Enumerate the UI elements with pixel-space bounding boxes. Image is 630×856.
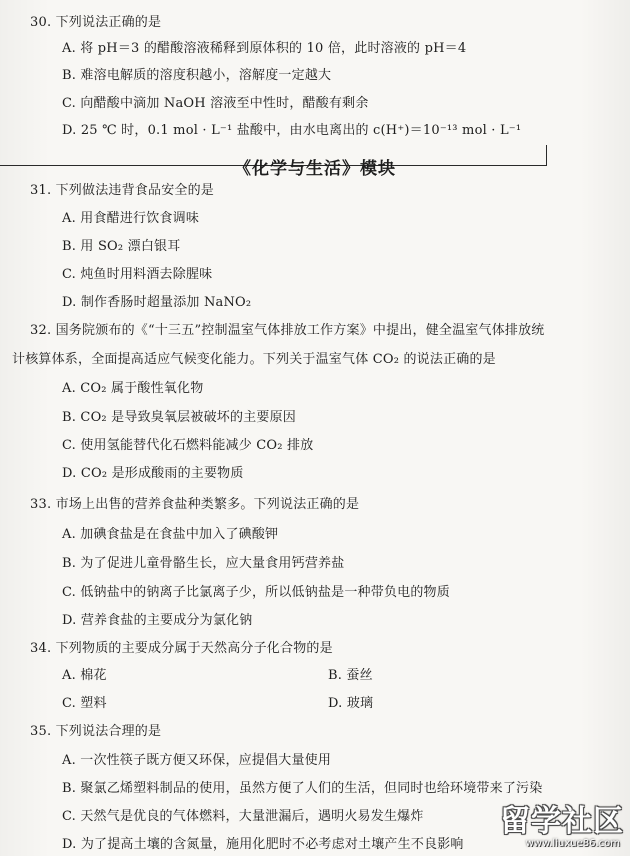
question-32-option-d: D. CO₂ 是形成酸雨的主要物质	[62, 466, 244, 481]
question-32-option-a: A. CO₂ 属于酸性氧化物	[62, 381, 204, 396]
question-34-option-d: D. 玻璃	[328, 696, 374, 711]
question-30-option-c: C. 向醋酸中滴加 NaOH 溶液至中性时，醋酸有剩余	[62, 96, 369, 111]
question-31-stem: 31. 下列做法违背食品安全的是	[30, 183, 215, 198]
question-34-option-c: C. 塑料	[62, 696, 107, 711]
question-30-option-d: D. 25 ℃ 时，0.1 mol · L⁻¹ 盐酸中，由水电离出的 c(H⁺)＝10⁻¹³ mol · L⁻¹	[62, 123, 522, 138]
question-35-option-c: C. 天然气是优良的气体燃料，大量泄漏后，遇明火易发生爆炸	[62, 809, 424, 824]
watermark-logo-text: 留学社区	[500, 804, 624, 839]
question-33-option-d: D. 营养食盐的主要成分为氯化钠	[62, 613, 253, 628]
question-33-stem: 33. 市场上出售的营养食盐种类繁多。下列说法正确的是	[30, 497, 360, 512]
question-34-option-b: B. 蚕丝	[328, 668, 373, 683]
question-34-option-a: A. 棉花	[62, 668, 107, 683]
module-title: 《化学与生活》模块	[234, 159, 396, 179]
question-35-option-d: D. 为了提高土壤的含氮量，施用化肥时不必考虑对土壤产生不良影响	[62, 837, 464, 852]
question-33-option-a: A. 加碘食盐是在食盐中加入了碘酸钾	[62, 527, 279, 542]
question-32-stem-line-1: 32. 国务院颁布的《“十三五”控制温室气体排放工作方案》中提出，健全温室气体排放统	[30, 323, 545, 338]
question-30-option-a: A. 将 pH＝3 的醋酸溶液稀释到原体积的 10 倍，此时溶液的 pH＝4	[62, 41, 467, 56]
question-31-option-c: C. 炖鱼时用料酒去除腥味	[62, 267, 213, 282]
question-31-option-b: B. 用 SO₂ 漂白银耳	[62, 239, 181, 254]
question-30-stem: 30. 下列说法正确的是	[30, 15, 162, 30]
question-33-option-c: C. 低钠盐中的钠离子比氯离子少，所以低钠盐是一种带负电的物质	[62, 585, 450, 600]
question-32-option-b: B. CO₂ 是导致臭氧层被破坏的主要原因	[62, 410, 296, 425]
question-35-option-b: B. 聚氯乙烯塑料制品的使用，虽然方便了人们的生活，但同时也给环境带来了污染	[62, 781, 543, 796]
question-33-option-b: B. 为了促进儿童骨骼生长，应大量食用钙营养盐	[62, 556, 345, 571]
question-31-option-a: A. 用食醋进行饮食调味	[62, 211, 200, 226]
question-35-stem: 35. 下列说法合理的是	[30, 724, 162, 739]
question-35-option-a: A. 一次性筷子既方便又环保，应提倡大量使用	[62, 753, 332, 768]
watermark-url: www.liuxue86.com	[525, 838, 620, 849]
question-34-stem: 34. 下列物质的主要成分属于天然高分子化合物的是	[30, 641, 333, 656]
site-watermark	[474, 806, 624, 852]
question-30-option-b: B. 难溶电解质的溶度积越小，溶解度一定越大	[62, 68, 332, 83]
question-32-option-c: C. 使用氢能替代化石燃料能减少 CO₂ 排放	[62, 438, 314, 453]
question-32-stem-line-2: 计核算体系，全面提高适应气候变化能力。下列关于温室气体 CO₂ 的说法正确的是	[12, 352, 496, 367]
question-31-option-d: D. 制作香肠时超量添加 NaNO₂	[62, 295, 252, 310]
